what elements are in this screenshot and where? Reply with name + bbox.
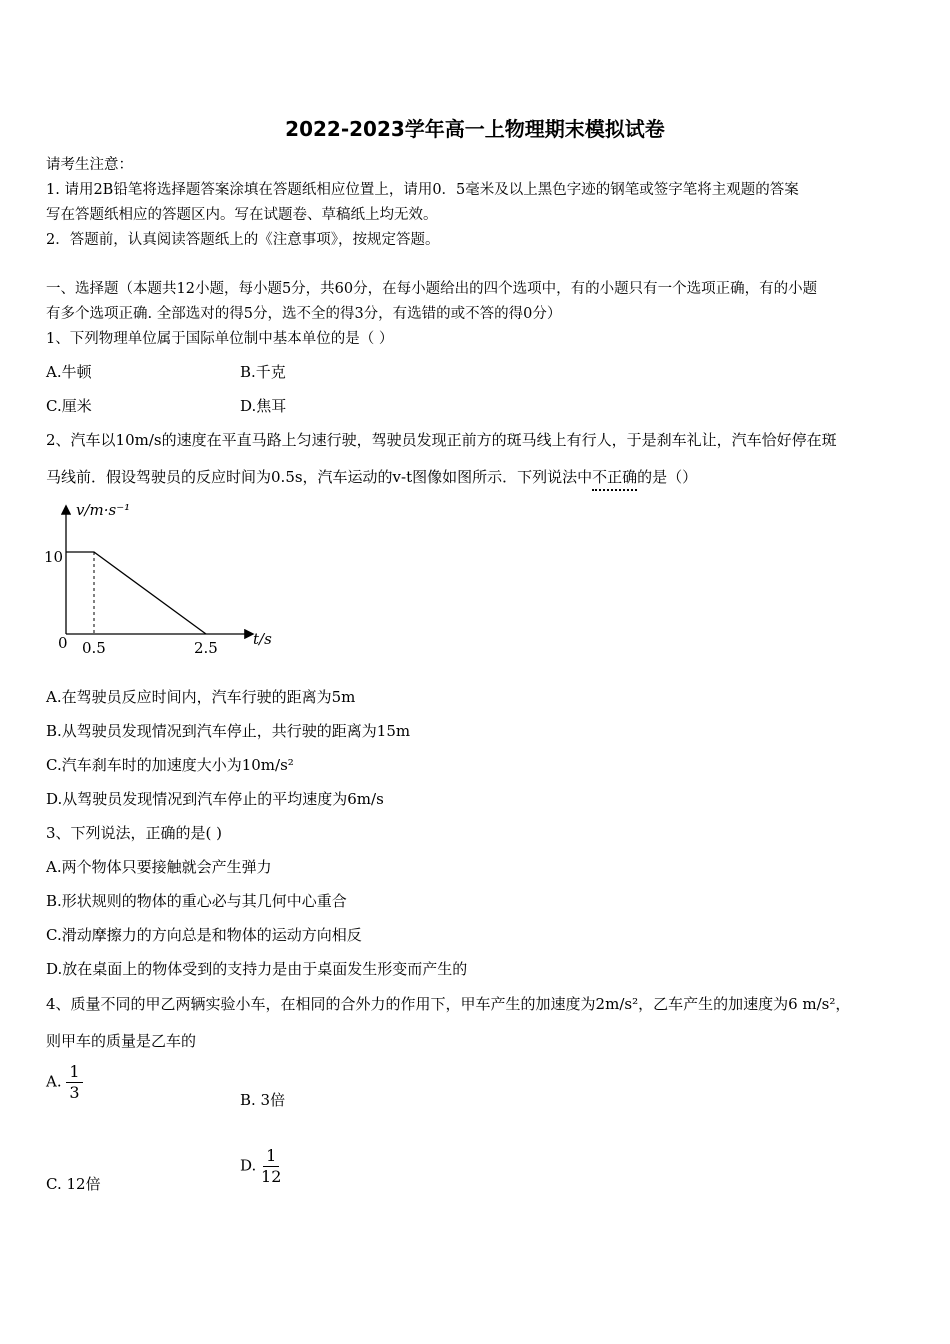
question-4-stem-line-1: 4、质量不同的甲乙两辆实验小车，在相同的合外力的作用下，甲车产生的加速度为2m/s²，乙车产生的加速度为6 m/s²， <box>46 995 851 1013</box>
notice-heading: 请考生注意： <box>46 157 133 173</box>
question-3-option-b: B.形状规则的物体的重心必与其几何中心重合 <box>46 892 347 910</box>
fraction-denominator: 3 <box>69 1083 80 1102</box>
question-2-option-d: D.从驾驶员发现情况到汽车停止的平均速度为6m/s <box>46 790 384 808</box>
question-2-stem-part-a: 马线前．假设驾驶员的反应时间为0.5s，汽车运动的v-t图像如图所示．下列说法中 <box>46 468 593 486</box>
question-4-stem-line-2: 则甲车的质量是乙车的 <box>46 1032 197 1050</box>
question-4-option-b: B. 3倍 <box>240 1091 286 1109</box>
fraction-one-twelfth <box>261 1147 281 1186</box>
x-axis-label: t/s <box>253 630 272 648</box>
notice-item-2: 2．答题前，认真阅读答题纸上的《注意事项》，按规定答题。 <box>46 232 440 248</box>
fraction-numerator: 1 <box>263 1147 279 1167</box>
question-2-emphasis: 不正确 <box>592 468 638 486</box>
x-tick-label-2-5: 2.5 <box>194 639 218 657</box>
question-1-option-b: B.千克 <box>240 363 286 381</box>
question-3-option-a: A.两个物体只要接触就会产生弹力 <box>46 858 272 876</box>
vt-graph <box>30 495 290 665</box>
question-1-option-d: D.焦耳 <box>240 397 287 415</box>
y-axis-label: v/m·s⁻¹ <box>76 501 131 519</box>
fraction-one-third <box>66 1063 82 1102</box>
fraction-numerator: 1 <box>66 1063 82 1083</box>
option-a-label: A. <box>46 1072 62 1091</box>
fraction-denominator: 12 <box>261 1167 282 1186</box>
question-4-option-a <box>46 1063 83 1102</box>
question-2-stem-part-b: 的是（） <box>637 468 698 486</box>
page-title: 2022-2023学年高一上物理期末模拟试卷 <box>285 117 665 141</box>
question-2-stem-line-2 <box>46 466 697 487</box>
y-tick-label-10: 10 <box>44 548 64 566</box>
section-1-header-line-1: 一、选择题（本题共12小题，每小题5分，共60分，在每小题给出的四个选项中，有的小题只有一个选项正确，有的小题 <box>46 281 818 297</box>
origin-label: 0 <box>58 634 68 652</box>
question-2-option-a: A.在驾驶员反应时间内，汽车行驶的距离为5m <box>46 688 356 706</box>
question-2-option-b: B.从驾驶员发现情况到汽车停止，共行驶的距离为15m <box>46 722 411 740</box>
notice-item-1-line-2: 写在答题纸相应的答题区内。写在试题卷、草稿纸上均无效。 <box>46 207 438 223</box>
question-1-option-c: C.厘米 <box>46 397 92 415</box>
question-2-stem-line-1: 2、汽车以10m/s的速度在平直马路上匀速行驶，驾驶员发现正前方的斑马线上有行人，于是刹车礼让，汽车恰好停在斑 <box>46 431 837 449</box>
question-1-stem: 1、下列物理单位属于国际单位制中基本单位的是（ ） <box>46 331 394 347</box>
question-3-option-c: C.滑动摩擦力的方向总是和物体的运动方向相反 <box>46 926 362 944</box>
question-4-option-c: C. 12倍 <box>46 1175 101 1193</box>
option-d-label: D. <box>240 1156 257 1175</box>
question-3-stem: 3、下列说法，正确的是( ) <box>46 824 223 842</box>
question-1-option-a: A.牛顿 <box>46 363 92 381</box>
question-3-option-d: D.放在桌面上的物体受到的支持力是由于桌面发生形变而产生的 <box>46 960 468 978</box>
question-2-option-c: C.汽车刹车时的加速度大小为10m/s² <box>46 756 294 774</box>
section-1-header-line-2: 有多个选项正确. 全部选对的得5分，选不全的得3分，有选错的或不答的得0分） <box>46 306 562 322</box>
question-4-option-d <box>240 1147 281 1186</box>
x-tick-label-0-5: 0.5 <box>82 639 106 657</box>
notice-item-1-line-1: 1. 请用2B铅笔将选择题答案涂填在答题纸相应位置上，请用0．5毫米及以上黑色字迹的钢笔或签字笔将主观题的答案 <box>46 182 799 198</box>
velocity-line <box>66 552 206 634</box>
